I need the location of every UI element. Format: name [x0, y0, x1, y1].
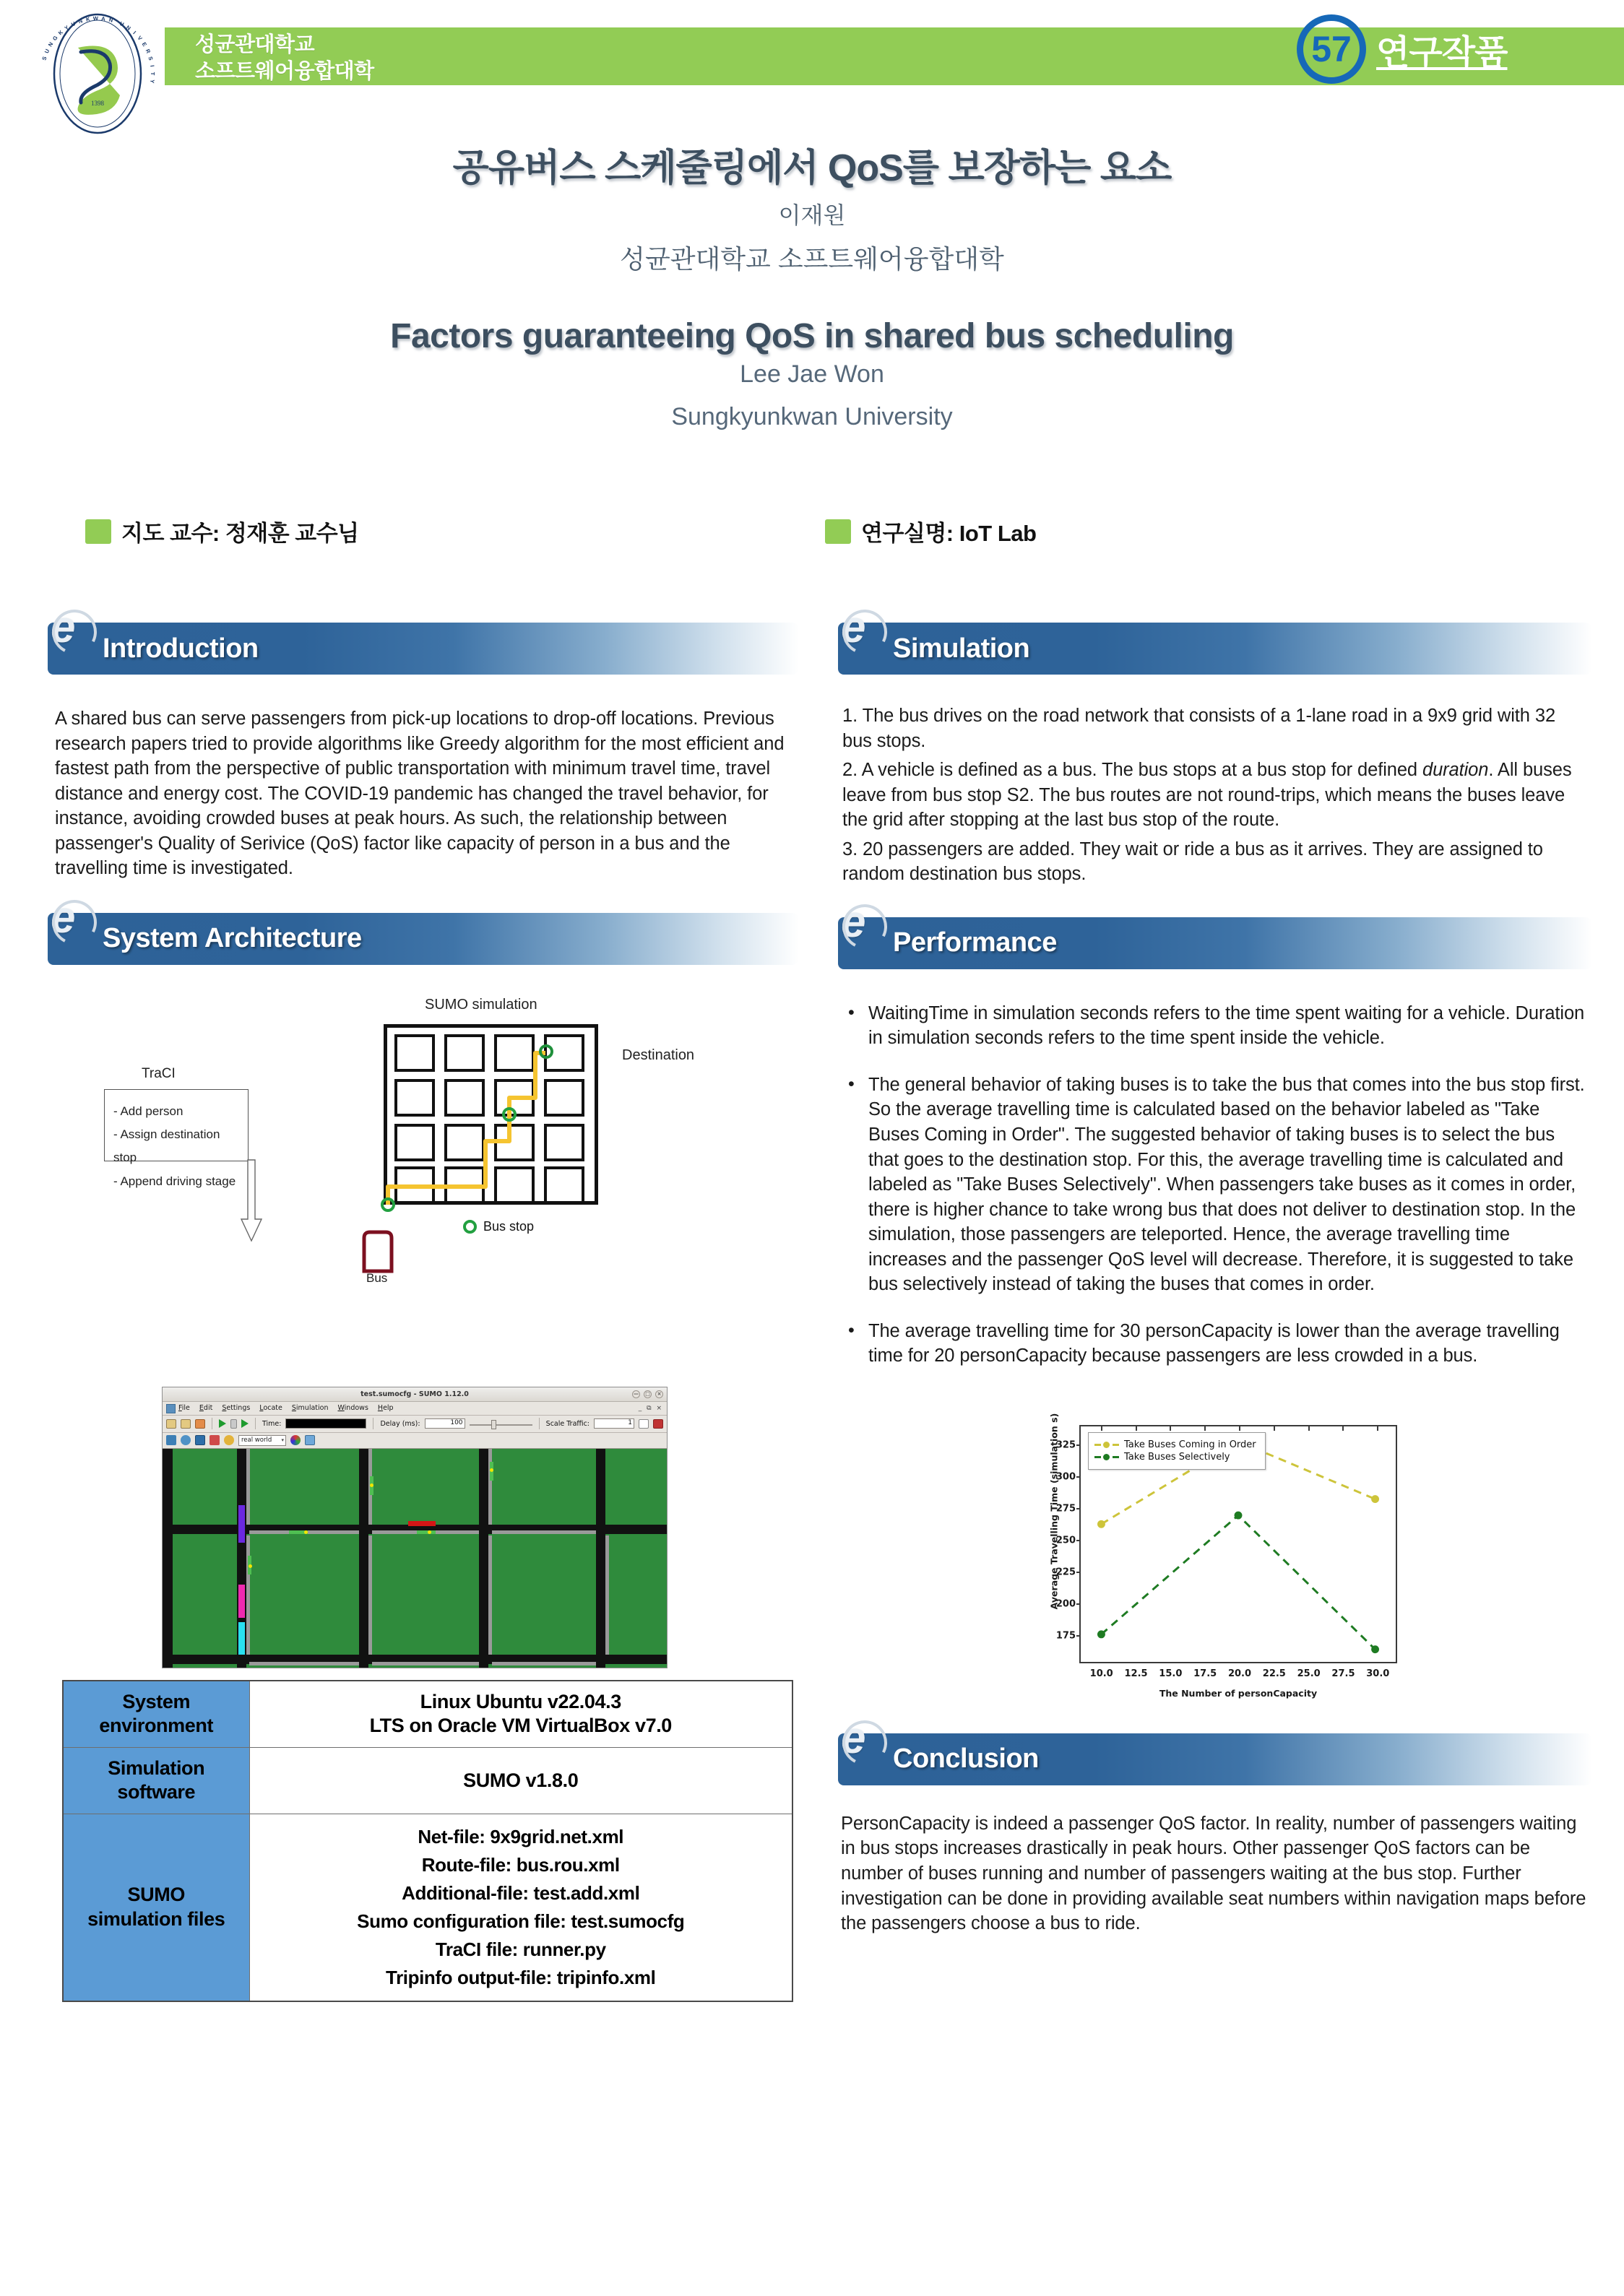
table-row	[63, 1747, 792, 1814]
chart-x-tick: 22.5	[1262, 1668, 1286, 1679]
svg-text:R: R	[144, 48, 152, 55]
section-performance	[838, 896, 1592, 1712]
slider-handle[interactable]	[491, 1420, 496, 1429]
pan-icon[interactable]	[166, 1435, 176, 1445]
table-row	[63, 1681, 792, 1747]
time-label: Time:	[262, 1419, 282, 1428]
svg-text:K: K	[85, 15, 91, 23]
diagram-sumo-label: SUMO simulation	[425, 996, 537, 1013]
spec-table	[62, 1680, 793, 2002]
legend-swatch-dashed-line-icon	[1094, 1452, 1119, 1461]
svg-text:U: U	[43, 48, 51, 55]
diagram-grid-frame	[384, 1024, 598, 1205]
chart-x-tick: 25.0	[1297, 1668, 1321, 1679]
grid-block	[444, 1034, 485, 1072]
header-university-line1: 성균관대학교	[195, 33, 315, 56]
grid-block	[394, 1034, 435, 1072]
chart-x-tick: 20.0	[1227, 1668, 1252, 1679]
value-line: Sumo configuration file: test.sumocfg	[357, 1910, 685, 1932]
simulation-item-1: 2. A vehicle is defined as a bus. The bus stops at a bus stop for defined duration. All buses leave from bus stop S2. The bus routes are not round-trips, which means the buses leave the grid after stopping at the last bus stop of the route.	[842, 760, 1572, 831]
traci-item-0: - Add person	[113, 1104, 183, 1118]
conclusion-body: PersonCapacity is indeed a passenger QoS factor. In reality, number of passengers waiting in bus stops increases drastically in peak hours. Other passenger QoS factors can be number of buses running and number of passengers waiting at the bus stop. Further investigation can be done in providing available seat numbers within navigation maps before the passengers choose a bus to ride.	[841, 1813, 1586, 1934]
traci-item-1: - Assign destination stop	[113, 1127, 220, 1165]
chart-y-tick: 300	[1055, 1471, 1076, 1483]
simulation-item-2: 3. 20 passengers are added. They wait or ride a bus as it arrives. They are assigned to random destination bus stops.	[842, 839, 1543, 885]
grid-block	[494, 1079, 535, 1117]
traci-item-2: - Append driving stage	[113, 1174, 236, 1188]
svg-text:W: W	[92, 14, 99, 22]
svg-text:K: K	[56, 28, 64, 37]
menu-help[interactable]: Help	[377, 1404, 394, 1413]
diagram-traci-label: TraCI	[142, 1065, 176, 1081]
chart-x-tick: 27.5	[1331, 1668, 1355, 1679]
bullet-marker: •	[848, 1320, 855, 1340]
legend-bus-stop-label: Bus stop	[483, 1218, 535, 1234]
chart-x-tick: 12.5	[1124, 1668, 1148, 1679]
menu-settings[interactable]: Settings	[222, 1404, 251, 1413]
grid-block	[544, 1166, 584, 1204]
svg-text:U: U	[118, 20, 125, 28]
poster-title-block	[0, 137, 1624, 431]
minimize-icon[interactable]: —	[634, 1390, 639, 1397]
e-emblem-icon: e	[51, 602, 76, 652]
section-system-architecture	[48, 892, 799, 2002]
value-line: SUMO v1.8.0	[463, 1769, 579, 1791]
chart-point	[1097, 1630, 1105, 1638]
sumo-toolbar-primary[interactable]	[163, 1416, 667, 1433]
grid-block	[544, 1079, 584, 1117]
section-header-introduction	[48, 602, 799, 675]
toolbar-divider	[255, 1418, 256, 1429]
svg-text:S: S	[40, 56, 48, 61]
section-title-introduction: Introduction	[103, 633, 259, 664]
svg-text:V: V	[136, 34, 144, 42]
legend-entry-0	[1094, 1439, 1256, 1450]
list-item	[844, 1073, 1589, 1297]
zoom-icon[interactable]	[181, 1435, 191, 1445]
spec-key-system-environment	[63, 1681, 249, 1747]
chart-y-tick: 225	[1055, 1567, 1076, 1578]
svg-text:U: U	[70, 20, 77, 28]
view-scheme-select[interactable]: real world ▾	[238, 1435, 286, 1446]
diagram-legend-bus-stop	[463, 1219, 534, 1234]
grid-block	[394, 1166, 435, 1204]
window-controls[interactable]	[632, 1390, 663, 1398]
chart-point	[1097, 1520, 1105, 1528]
chart-x-tick-mark	[1377, 1426, 1378, 1431]
chart-y-tick-mark	[1076, 1603, 1081, 1605]
green-chip-icon	[825, 519, 851, 544]
chart-y-tick-mark	[1076, 1508, 1081, 1509]
time-display	[285, 1418, 366, 1429]
section-header-simulation	[838, 602, 1592, 675]
new-window-icon[interactable]	[639, 1419, 649, 1429]
poster-title-english: Factors guaranteeing QoS in shared bus scheduling	[390, 317, 1234, 355]
delay-label: Delay (ms):	[380, 1419, 420, 1428]
svg-text:Y: Y	[63, 24, 70, 32]
bullet-marker: •	[848, 1002, 855, 1023]
record-icon[interactable]	[653, 1419, 663, 1429]
key-line: SUMO	[127, 1884, 185, 1906]
grid-block	[494, 1124, 535, 1161]
sumo-window-title: test.sumocfg - SUMO 1.12.0	[360, 1390, 469, 1398]
chart-x-tick-mark	[1308, 1426, 1310, 1431]
right-column	[838, 602, 1592, 1936]
legend-entry-1	[1094, 1452, 1256, 1463]
slider-track	[470, 1424, 532, 1426]
introduction-body: A shared bus can serve passengers from pick-up locations to drop-off locations. Previous research papers tried to provide algorithms like Greedy algorithm for the most efficient and fastest path from the perspective of public transportation with minimum travel time, travel distance and energy cost. The COVID-19 pandemic has changed the travel behavior, for instance, avoiding crowded buses at peak hours. As such, the relationship between passenger's Quality of Serivice (QoS) factor like capacity of person in a bus and the travelling time is investigated.	[55, 709, 785, 879]
open-network-icon[interactable]	[181, 1419, 191, 1429]
italic-duration: duration	[1422, 760, 1489, 781]
chart-y-tick: 275	[1055, 1503, 1076, 1515]
badge-label: 연구작품	[1376, 33, 1508, 72]
traci-box	[104, 1089, 249, 1188]
scale-traffic-input[interactable]: 1	[594, 1418, 634, 1429]
sumo-titlebar	[163, 1387, 667, 1402]
mdi-window-controls[interactable]: _ ⧉ ×	[638, 1404, 663, 1412]
grid-block	[444, 1079, 485, 1117]
chart-x-tick-mark	[1136, 1426, 1137, 1431]
header-college-line2: 소프트웨어융합대학	[195, 60, 374, 84]
menu-windows[interactable]: Windows	[337, 1404, 368, 1413]
chart-x-tick: 17.5	[1193, 1668, 1217, 1679]
reload-icon[interactable]	[195, 1419, 205, 1429]
value-line: Linux Ubuntu v22.04.3	[420, 1690, 621, 1712]
chart-x-tick: 30.0	[1366, 1668, 1390, 1679]
app-icon	[166, 1404, 176, 1413]
menu-file[interactable]: File	[178, 1404, 190, 1413]
lab-item	[825, 515, 1036, 547]
value-line: Route-file: bus.rou.xml	[421, 1853, 620, 1876]
delay-input[interactable]: 100	[425, 1418, 465, 1429]
chart-point	[1371, 1495, 1379, 1503]
performance-chart	[1013, 1390, 1417, 1712]
author-english: Lee Jae Won	[740, 360, 884, 388]
chart-legend	[1088, 1432, 1266, 1470]
run-icon[interactable]	[219, 1419, 226, 1428]
svg-text:N: N	[77, 17, 84, 25]
simulation-item-0: 1. The bus drives on the road network that consists of a 1-lane road in a 9x9 grid with 32 bus stops.	[842, 706, 1556, 751]
badge-number: 57	[1297, 14, 1366, 84]
chart-y-tick-mark	[1076, 1572, 1081, 1573]
author-korean: 이재원	[778, 202, 846, 228]
bullet-marker: •	[848, 1073, 855, 1094]
e-emblem-icon: e	[51, 892, 76, 943]
diagram-bus-label: Bus	[366, 1270, 388, 1285]
sumo-menubar[interactable]	[163, 1402, 667, 1416]
color-scheme-icon[interactable]	[290, 1435, 301, 1445]
chart-y-tick: 175	[1055, 1630, 1076, 1642]
section-header-system-architecture	[48, 892, 799, 965]
legend-label-1: Take Buses Selectively	[1124, 1451, 1230, 1463]
performance-bullet-1: The general behavior of taking buses is to take the bus that comes into the bus stop first. So the average travelling time is calculated based on the behavior labeled as "Take Buses Coming in Order". The suggested behavior of taking buses is to select the bus that goes to the destination stop. For this, the average travelling time is calculated and labeled as "Take Buses Selectively". When passengers take buses as it comes in order, there is higher chance to take wrong bus that does not deliver to destination stop. In the simulation, those passengers are teleported. Hence, the average travelling time increases and the passenger QoS level will decrease. Therefore, it is suggested to take bus selectively instead of taking the buses that comes in order.	[868, 1074, 1585, 1295]
key-line: System	[122, 1690, 191, 1712]
section-header-conclusion	[838, 1712, 1592, 1785]
svg-text:Y: Y	[148, 79, 156, 84]
svg-text:T: T	[150, 72, 156, 76]
svg-text:N: N	[108, 16, 114, 24]
chart-y-tick-mark	[1076, 1476, 1081, 1478]
table-row	[63, 1814, 792, 2001]
section-simulation	[838, 602, 1592, 887]
affiliation-korean: 성균관대학교 소프트웨어융합대학	[620, 244, 1004, 274]
svg-text:1398: 1398	[91, 100, 104, 107]
e-emblem-icon: e	[841, 602, 866, 652]
key-line: software	[117, 1781, 196, 1803]
grid-block	[494, 1034, 535, 1072]
grid-block	[544, 1034, 584, 1072]
performance-body	[838, 969, 1592, 1369]
menu-locate[interactable]: Locate	[259, 1404, 282, 1413]
chart-x-tick-mark	[1170, 1426, 1171, 1431]
header-university-name	[195, 32, 374, 85]
chart-y-tick: 200	[1055, 1598, 1076, 1610]
svg-text:N: N	[124, 24, 132, 32]
close-icon[interactable]: ×	[655, 1390, 663, 1398]
chart-x-tick: 15.0	[1159, 1668, 1183, 1679]
value-line: Additional-file: test.add.xml	[402, 1881, 640, 1904]
green-chip-icon	[85, 519, 111, 544]
svg-text:G: G	[51, 34, 59, 42]
advisor-item	[85, 515, 359, 547]
delete-icon[interactable]	[210, 1435, 220, 1445]
toolbar-divider	[539, 1418, 540, 1429]
step-icon[interactable]	[241, 1419, 249, 1428]
bus-stop-ring-icon	[463, 1220, 477, 1234]
list-item	[844, 1319, 1589, 1369]
grid-block	[444, 1124, 485, 1161]
svg-text:N: N	[46, 40, 55, 48]
value-line: Tripinfo output-file: tripinfo.xml	[386, 1966, 656, 1988]
value-line: Net-file: 9x9grid.net.xml	[418, 1825, 624, 1847]
chart-x-tick-mark	[1204, 1426, 1206, 1431]
spec-key-sumo-simulation-files	[63, 1814, 249, 2001]
section-title-simulation: Simulation	[893, 633, 1030, 664]
section-title-conclusion: Conclusion	[893, 1743, 1039, 1775]
chart-point	[1371, 1645, 1379, 1653]
chart-x-tick-mark	[1274, 1426, 1275, 1431]
simulation-body	[838, 675, 1592, 887]
list-item	[844, 1001, 1589, 1051]
grid-block	[494, 1166, 535, 1204]
maximize-icon[interactable]: □	[644, 1390, 652, 1398]
spec-key-simulation-software	[63, 1747, 249, 1814]
chart-y-tick: 325	[1055, 1439, 1076, 1451]
chart-y-tick-mark	[1076, 1635, 1081, 1637]
select-icon[interactable]	[195, 1435, 205, 1445]
svg-text:I: I	[149, 64, 156, 68]
chart-y-tick-mark	[1076, 1540, 1081, 1541]
chart-x-axis-label: The Number of personCapacity	[1159, 1687, 1318, 1699]
chart-x-tick: 10.0	[1089, 1668, 1113, 1679]
inspect-icon[interactable]	[224, 1435, 234, 1445]
grid-block	[544, 1124, 584, 1161]
left-column	[48, 602, 799, 2002]
spec-value-system-environment	[249, 1681, 792, 1747]
affiliation-english: Sungkyunkwan University	[671, 403, 953, 430]
section-title-system-architecture: System Architecture	[103, 923, 362, 954]
open-file-icon[interactable]	[166, 1419, 176, 1429]
section-introduction	[48, 602, 799, 881]
chart-y-axis-label: Average Travelling Time (simulation s)	[1048, 1413, 1060, 1610]
chart-x-tick-mark	[1342, 1426, 1344, 1431]
chart-x-tick-mark	[1239, 1426, 1240, 1431]
diagram-destination-label: Destination	[622, 1047, 695, 1063]
section-title-performance: Performance	[893, 927, 1057, 958]
chart-point	[1235, 1512, 1243, 1520]
chart-y-tick: 250	[1055, 1535, 1076, 1546]
menu-edit[interactable]: Edit	[199, 1404, 213, 1413]
scale-traffic-label: Scale Traffic:	[545, 1419, 589, 1428]
skku-crest-logo	[30, 9, 165, 139]
svg-text:A: A	[100, 15, 106, 22]
screenshot-icon[interactable]	[305, 1435, 315, 1445]
sumo-simulation-canvas[interactable]	[163, 1449, 667, 1668]
key-line: environment	[99, 1715, 214, 1737]
chart-y-tick-mark	[1076, 1444, 1081, 1446]
value-line: LTS on Oracle VM VirtualBox v7.0	[369, 1715, 672, 1737]
key-line: Simulation	[108, 1756, 205, 1779]
e-emblem-icon: e	[841, 1712, 866, 1763]
poster-title-korean: 공유버스 스케줄링에서 QoS를 보장하는 요소	[452, 147, 1172, 189]
value-line: TraCI file: runner.py	[435, 1938, 606, 1960]
sumo-gui-screenshot[interactable]	[162, 1387, 668, 1668]
e-emblem-icon: e	[841, 896, 866, 947]
performance-bullet-0: WaitingTime in simulation seconds refers to the time spent waiting for a vehicle. Duration in simulation seconds refers to the time spent inside the vehicle.	[868, 1002, 1585, 1049]
svg-text:E: E	[140, 40, 149, 48]
spec-value-simulation-software	[249, 1747, 792, 1814]
architecture-diagram	[48, 981, 799, 1385]
section-conclusion	[838, 1712, 1592, 1936]
spec-value-sumo-simulation-files	[249, 1814, 792, 2001]
delay-slider[interactable]	[470, 1418, 532, 1429]
key-line: simulation files	[87, 1907, 225, 1930]
menu-simulation[interactable]: Simulation	[291, 1404, 329, 1413]
sumo-toolbar-secondary[interactable]	[163, 1433, 667, 1449]
grid-block	[394, 1079, 435, 1117]
legend-label-0: Take Buses Coming in Order	[1124, 1439, 1256, 1450]
grid-block	[444, 1166, 485, 1204]
grid-block	[394, 1124, 435, 1161]
lab-label: 연구실명: IoT Lab	[861, 521, 1037, 546]
section-header-performance	[838, 896, 1592, 969]
svg-text:S: S	[147, 56, 155, 61]
svg-text:I: I	[131, 30, 137, 36]
performance-bullet-2: The average travelling time for 30 personCapacity is lower than the average travelling time for 20 personCapacity because passengers are less crowded in a bus.	[868, 1320, 1560, 1366]
legend-swatch-dashed-line-icon	[1094, 1440, 1119, 1449]
pause-icon[interactable]	[230, 1419, 237, 1429]
advisor-label: 지도 교수: 정재훈 교수님	[121, 521, 359, 546]
chart-x-tick-mark	[1101, 1426, 1102, 1431]
research-badge	[1297, 14, 1507, 84]
chart-plot-area	[1055, 1425, 1397, 1679]
chart-line-1	[1101, 1515, 1375, 1650]
